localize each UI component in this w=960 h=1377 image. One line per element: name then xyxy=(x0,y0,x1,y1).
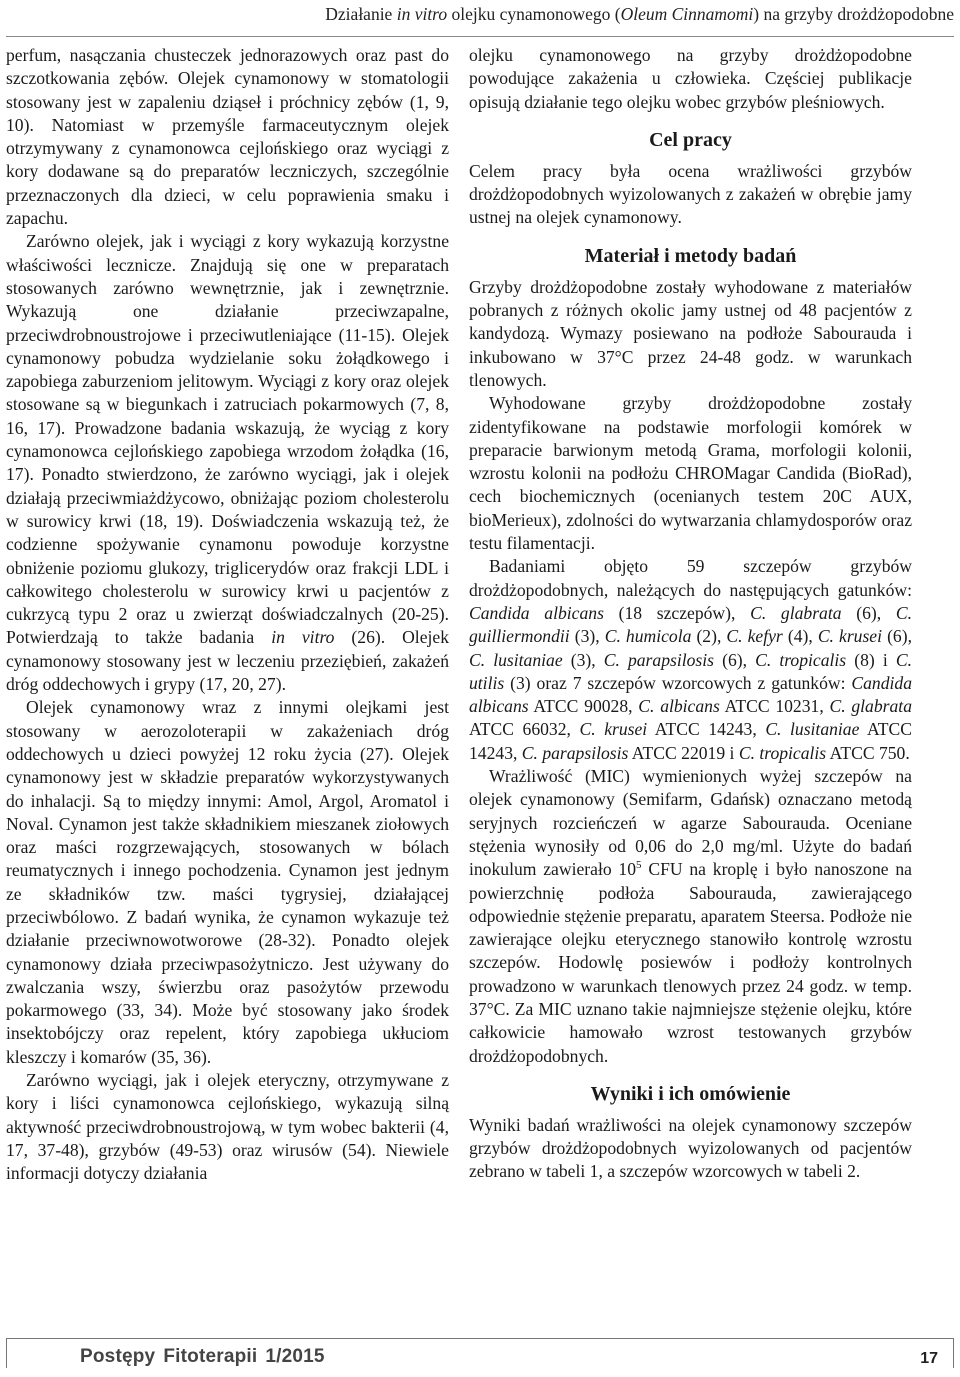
m3-species: C. glabrata xyxy=(829,696,912,717)
running-head-in-vitro: in vitro xyxy=(396,4,448,24)
m3-species: C. glabrata xyxy=(750,602,842,623)
m3-species: C. utilis xyxy=(469,649,912,693)
m3-species: C. lusitaniae xyxy=(765,719,860,740)
m3-text: ATCC 22019 i xyxy=(628,742,739,763)
m3-text: (3) oraz 7 szczepów wzorcowych z gatunków: xyxy=(504,672,852,693)
m3-text: (6), xyxy=(841,602,896,623)
wyniki-paragraph-1: Wyniki badań wrażliwości na olejek cynamonowy szczepów grzybów drożdżopodobnych wyizolowanych od pacjentów zebrano w tabeli 1, a szczepów wzorcowych w tabeli 2. xyxy=(469,1114,912,1182)
m3-text: ATCC 10231, xyxy=(719,696,830,717)
metody-paragraph-3 xyxy=(469,555,912,765)
section-heading-wyniki: Wyniki i ich omówienie xyxy=(590,1082,791,1105)
metody-paragraph-2: Wyhodowane grzyby drożdżopodobne zostały zidentyfikowane na podstawie morfologii komórek w preparacie barwionym metodą Grama, morfologii kolonii, wzrostu kolonii na podłożu CHROMagar Candida (BioRad), cech biochemicznych (ocenianych testem 20C AUX, bioMerieux), zdolności do wytwarzania chlamydosporów oraz testu filamentacji. xyxy=(469,393,912,554)
metody-paragraph-1: Grzyby drożdżopodobne zostały wyhodowane z materiałów pobranych z różnych okolic jamy ustnej od 48 pacjentów z kandydozą. Wymazy posiewano na podłoże Sabourauda i inkubowano w 37°C przez 24-48 godz. w warunkach tlenowych. xyxy=(469,276,912,390)
m3-text: (18 szczepów), xyxy=(603,602,751,623)
m3-species: C. tropicalis xyxy=(755,649,847,670)
m3-text: (3), xyxy=(562,649,604,670)
m4-text-b: CFU na kroplę i było nanoszone na powierzchnię podłoża Sabourauda, zawierającego odpowiednie stężenie preparatu, aparatem Steersa. Podłoże nie zawierające olejku eterycznego stanowiło kontrolę wzrostu szczepów. Hodowlę posiewów i podłoży kontrolnych prowadzono w warunkach tlenowych przez 24 godz. w temp. 37°C. Za MIC uznano takie najmniejsze stężenie olejku, które całkowicie hamowało wzrost testowanych grzybów drożdżopodobnych. xyxy=(469,859,912,1066)
footer-rule xyxy=(6,1338,954,1339)
running-head xyxy=(6,4,954,25)
journal-word-2: Fitoterapii xyxy=(163,1346,258,1367)
m3-text: (6), xyxy=(882,626,912,647)
m3-text: Badaniami objęto 59 szczepów grzybów drożdżopodobnych, należących do następujących gatunków: xyxy=(469,556,912,600)
section-heading-cel-pracy: Cel pracy xyxy=(649,128,732,151)
m3-species: C. parapsilosis xyxy=(521,742,629,763)
m3-text: (6), xyxy=(714,649,756,670)
running-head-suffix: ) na grzyby drożdżopodobne xyxy=(753,4,954,24)
m3-species: C. guilliermondii xyxy=(469,602,912,647)
m3-species: C. kefyr xyxy=(726,626,783,647)
header-rule xyxy=(6,36,954,37)
left-paragraph-1: perfum, nasączania chusteczek jednorazowych oraz past do szczotkowania zębów. Olejek cynamonowy w stomatologii stosowany jest w zapaleniu dziąseł i próchnicy zębów (1, 9, 10). Natomiast w przemyśle farmaceutycznym olejek otrzymywany z cynamonowca cejlońskiego oraz wyciągi z kory dodawane są do preparatów leczniczych, szczególnie przeznaczonych dla dzieci, w celu poprawienia smaku i zapachu. xyxy=(6,45,449,229)
m3-text: ATCC 14243, xyxy=(647,719,766,740)
footer-tick-right xyxy=(953,1338,954,1368)
m3-text: (4), xyxy=(782,626,818,647)
journal-word-1: Postępy xyxy=(80,1346,156,1367)
m3-species: C. albicans xyxy=(638,696,720,717)
m3-species: C. krusei xyxy=(579,719,648,740)
m3-text: ATCC 750. xyxy=(826,742,910,763)
m3-species: Candida albicans xyxy=(469,672,912,717)
left-paragraph-3: Olejek cynamonowy wraz z innymi olejkami jest stosowany w aerozoloterapii w zakażeniach dróg oddechowych u dzieci powyżej 12 roku życia (27). Olejek cynamonowy jest w składzie preparatów wykorzystywanych do inhalacji. Są to między innymi: Amol, Argol, Aromatol i Noval. Cynamon jest także składnikiem mieszanek ziołowych oraz maści rozgrzewających, stosowanych w bólach reumatycznych i innego pochodzenia. Cynamon jest jednym ze składników tzw. maści tygrysiej, działającej przeciwbólowo. Z badań wynika, że cynamon wykazuje też działanie przeciwnowotworowe (28-32). Ponadto olejek cynamonowy działa przeciwpasożytniczo. Jest używany do zwalczania wszy, świerzbu oraz pasożytów przewodu pokarmowego (33, 34). Może być stosowany jako środek insektobójczy oraz repelent, który zapobiega ukłuciom kleszczy i komarów (35, 36). xyxy=(6,697,449,1067)
page-number: 17 xyxy=(920,1350,938,1367)
m3-text: (2), xyxy=(691,626,727,647)
m3-species: C. lusitaniae xyxy=(469,649,563,670)
running-head-prefix: Działanie xyxy=(325,4,397,24)
left-column xyxy=(6,44,449,1186)
running-head-middle: olejku cynamonowego ( xyxy=(447,4,621,24)
journal-name xyxy=(80,1346,325,1368)
metody-paragraph-4 xyxy=(469,765,912,1068)
m3-species: C. tropicalis xyxy=(738,742,827,763)
journal-issue: 1/2015 xyxy=(265,1346,325,1367)
m3-species: C. parapsilosis xyxy=(603,649,714,670)
left-paragraph-2-text-b: (26). Olejek cynamonowy stosowany jest w leczeniu przeziębień, zakażeń dróg oddechowych i grypy (17, 20, 27). xyxy=(6,627,449,695)
left-paragraph-2-text-a: Zarówno olejek, jak i wyciągi z kory wykazują korzystne właściwości lecznicze. Znajdują się one w preparatach stosowanych zarówno wewnętrznie, jak i zewnętrznie. Wykazują one działanie przeciwzapalne, przeciwdrobnoustrojowe i przeciwutleniające (11-15). Olejek cynamonowy pobudza wydzielanie soku żołądkowego i zapobiega zaburzeniom jelitowym. Wyciągi z kory oraz olejek stosowane są w biegunkach i zatruciach pokarmowych (7, 8, 16, 17). Prowadzone badania wskazują, że wyciąg z kory cynamonowca cejlońskiego zapobiega wrzodom żołądka (16, 17). Ponadto stwierdzono, że zarówno wyciągi, jak i olejek działają przeciwmiażdżycowo, obniżając poziom cholesterolu w surowicy krwi (18, 19). Doświadczenia wskazują też, że codzienne spożywanie cynamonu powoduje korzystne obniżenie poziomu glukozy, triglicerydów oraz frakcji LDL i całkowitego cholesterolu w surowicy krwi u pacjentów z cukrzycą typu 2 oraz u zwierząt doświadczalnych (20-25). Potwierdzają to także badania xyxy=(6,231,449,648)
m3-species: C. krusei xyxy=(817,626,883,647)
right-paragraph-1: olejku cynamonowego na grzyby drożdżopodobne powodujące zakażenia u człowieka. Częściej publikacje opisują działanie tego olejku wobec grzybów pleśniowych. xyxy=(469,45,912,112)
footer-tick-left xyxy=(6,1338,7,1368)
m3-species: C. humicola xyxy=(604,626,692,647)
section-heading-metody: Materiał i metody badań xyxy=(584,244,797,267)
m4-exponent: 5 xyxy=(636,859,642,872)
m3-text: (3), xyxy=(569,626,605,647)
m3-text: ATCC 14243, xyxy=(469,719,912,763)
cel-paragraph: Celem pracy była ocena wrażliwości grzybów drożdżopodobnych wyizolowanych z zakażeń w obrębie jamy ustnej na olejek cynamonowy. xyxy=(469,160,912,228)
right-column xyxy=(469,44,912,1184)
m3-species: Candida albicans xyxy=(469,602,604,623)
left-paragraph-2 xyxy=(6,230,449,696)
m3-text: (8) i xyxy=(846,649,896,670)
left-paragraph-2-italic: in vitro xyxy=(271,627,335,648)
m3-text: ATCC 90028, xyxy=(528,696,639,717)
left-paragraph-4: Zarówno wyciągi, jak i olejek eteryczny, otrzymywane z kory i liści cynamonowca cejlońskiego, wykazują silną aktywność przeciwdrobnoustrojową, w tym wobec bakterii (4, 17, 37-48), grzybów (49-53) oraz wirusów (54). Niewiele informacji dotyczy działania xyxy=(6,1070,449,1184)
m4-text-a: Wrażliwość (MIC) wymienionych wyżej szczepów na olejek cynamonowy (Semifarm, Gdańsk) oznaczano metodą seryjnych rozcieńczeń w agarze Sabourauda. Oceniane stężenia wynosiły od 0,06 do 2,0 mg/ml. Użyte do badań inokulum zawierało 10 xyxy=(469,766,912,880)
running-head-latin-name: Oleum Cinnamomi xyxy=(620,4,754,24)
m3-text: ATCC 66032, xyxy=(469,719,580,740)
